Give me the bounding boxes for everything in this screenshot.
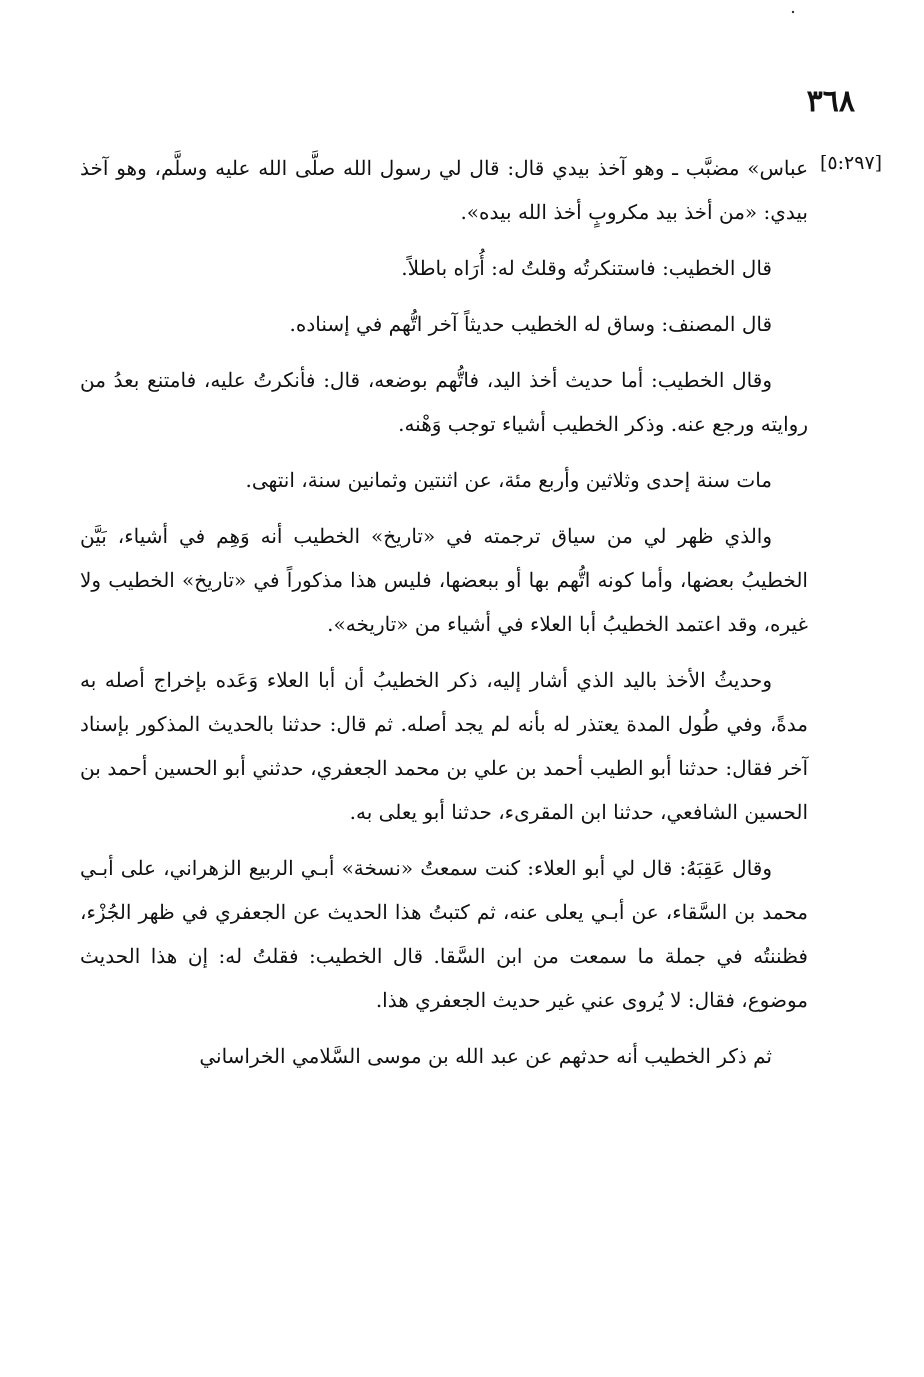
paragraph-1: عباس» مضبَّب ـ وهو آخذ بيدي قال: قال لي رسول الله صلَّى الله عليه وسلَّم، وهو آخذ بيدي: «من أخذ بيد مكروبٍ أخذ الله بيده». — [80, 156, 808, 224]
paragraph-2: قال الخطيب: فاستنكرتُه وقلتُ له: أُرَاه باطلاً. — [401, 256, 772, 280]
paragraph-3: قال المصنف: وساق له الخطيب حديثاً آخر اتُّهم في إسناده. — [289, 312, 772, 336]
paragraph-4: وقال الخطيب: أما حديث أخذ اليد، فاتُّهم بوضعه، قال: فأنكرتُ عليه، فامتنع بعدُ من روايته ورجع عنه. وذكر الخطيب أشياء توجب وَهْنه. — [80, 368, 808, 436]
paragraph-7: وحديثُ الأخذ باليد الذي أشار إليه، ذكر الخطيبُ أن أبا العلاء وَعَده بإخراج أصله به مدةً، وفي طُول المدة يعتذر له بأنه لم يجد أصله. ثم قال: حدثنا بالحديث المذكور بإسناد آخر فقال: حدثنا أبو الطيب أحمد بن علي بن محمد الجعفري، حدثني أبو الحسين أحمد بن الحسين الشافعي، حدثنا ابن المقرىء، حدثنا أبو يعلى به. — [80, 668, 809, 824]
paragraph-8: وقال عَقِبَهُ: قال لي أبو العلاء: كنت سمعتُ «نسخة» أبـي الربيع الزهراني، على أبـي محمد بن السَّقاء، عن أبـي يعلى عنه، ثم كتبتُ هذا الحديث عن الجعفري في ظهر الجُزْء، فظننتُه في جملة ما سمعت من ابن السَّقا. قال الخطيب: فقلتُ له: إن هذا الحديث موضوع، فقال: لا يُروى عني غير حديث الجعفري هذا. — [80, 856, 808, 1012]
margin-reference: [٥:٢٩٧] — [820, 152, 883, 174]
paragraph-6: والذي ظهر لي من سياق ترجمته في «تاريخ» الخطيب أنه وَهِم في أشياء، بَيَّن الخطيبُ بعضها، وأما كونه اتُّهم بها أو ببعضها، فليس هذا مذكوراً في «تاريخ» الخطيب ولا غيره، وقد اعتمد الخطيبُ أبا العلاء في أشياء من «تاريخه». — [80, 524, 808, 636]
scan-mark — [790, 0, 796, 6]
body-text — [80, 146, 808, 1090]
scan-dot-icon — [790, 9, 796, 15]
paragraph-5: مات سنة إحدى وثلاثين وأربع مئة، عن اثنتين وثمانين سنة، انتهى. — [245, 468, 772, 492]
paragraph-9: ثم ذكر الخطيب أنه حدثهم عن عبد الله بن موسى السَّلامي الخراساني — [199, 1044, 772, 1068]
page-number: ٣٦٨ — [806, 84, 855, 119]
